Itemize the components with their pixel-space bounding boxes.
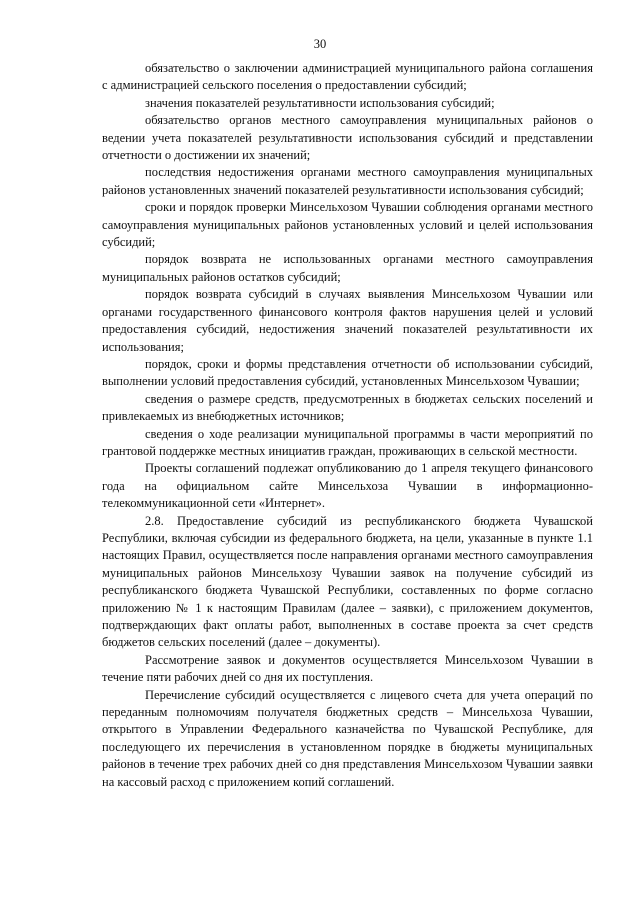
paragraph: сведения о размере средств, предусмотренных в бюджетах сельских поселений и привлекаемых из внебюджетных источников; — [102, 391, 593, 424]
paragraph: Перечисление субсидий осуществляется с лицевого счета для учета операций по переданным полномочиям получателя бюджетных средств – Минсельхоза Чувашии, открытого в Управлении Федерального казначейства по Чувашской Республике, для последующего их перечисления в установленном порядке в бюджеты муниципальных районов в течение трех рабочих дней со дня представления Минсельхозом Чувашии заявки на кассовый расход с приложением копий соглашений. — [102, 687, 593, 789]
body-text — [102, 60, 593, 791]
paragraph: порядок, сроки и формы представления отчетности об использовании субсидий, выполнении условий предоставления субсидий, установленных Минсельхозом Чувашии; — [102, 356, 593, 389]
paragraph: порядок возврата субсидий в случаях выявления Минсельхозом Чувашии или органами государственного финансового контроля фактов нарушения целей и условий предоставления субсидий, недостижения значений показателей результативности их использования; — [102, 287, 593, 354]
paragraph: значения показателей результативности использования субсидий; — [145, 95, 495, 110]
page-number: 30 — [313, 37, 327, 51]
paragraph: последствия недостижения органами местного самоуправления муниципальных районов установленных значений показателей результативности использования субсидий; — [102, 165, 593, 197]
paragraph: обязательство органов местного самоуправления муниципальных районов о ведении учета показателей результативности использования субсидий и представлении отчетности о достижении их значений; — [102, 113, 593, 163]
paragraph: сроки и порядок проверки Минсельхозом Чувашии соблюдения органами местного самоуправления муниципальных районов установленных условий и целей использования субсидий; — [102, 200, 593, 250]
paragraph: обязательство о заключении администрацией муниципального района соглашения с администрацией сельского поселения о предоставлении субсидий; — [102, 61, 593, 93]
paragraph: Проекты соглашений подлежат опубликованию до 1 апреля текущего финансового года на официальном сайте Минсельхоза Чувашии в информационно-телекоммуникационной сети «Интернет». — [102, 461, 593, 511]
paragraph: сведения о ходе реализации муниципальной программы в части мероприятий по грантовой поддержке местных инициатив граждан, проживающих в сельской местности. — [102, 426, 593, 458]
paragraph: 2.8. Предоставление субсидий из республиканского бюджета Чувашской Республики, включая субсидии из федерального бюджета, на цели, указанные в пункте 1.1 настоящих Правил, осуществляется после направления органами местного самоуправления муниципальных районов Минсельхозу Чувашии заявок на получение субсидий из республиканского бюджета Чувашской Республики, составленных по форме согласно приложению № 1 к настоящим Правилам (далее – заявки), с приложением документов, подтверждающих факт оплаты работ, выполненных в составе проекта за счет средств бюджетов сельских поселений (далее – документы). — [102, 513, 593, 650]
paragraph: порядок возврата не использованных органами местного самоуправления муниципальных районов остатков субсидий; — [102, 252, 593, 284]
paragraph: Рассмотрение заявок и документов осуществляется Минсельхозом Чувашии в течение пяти рабочих дней со дня их поступления. — [102, 652, 593, 685]
